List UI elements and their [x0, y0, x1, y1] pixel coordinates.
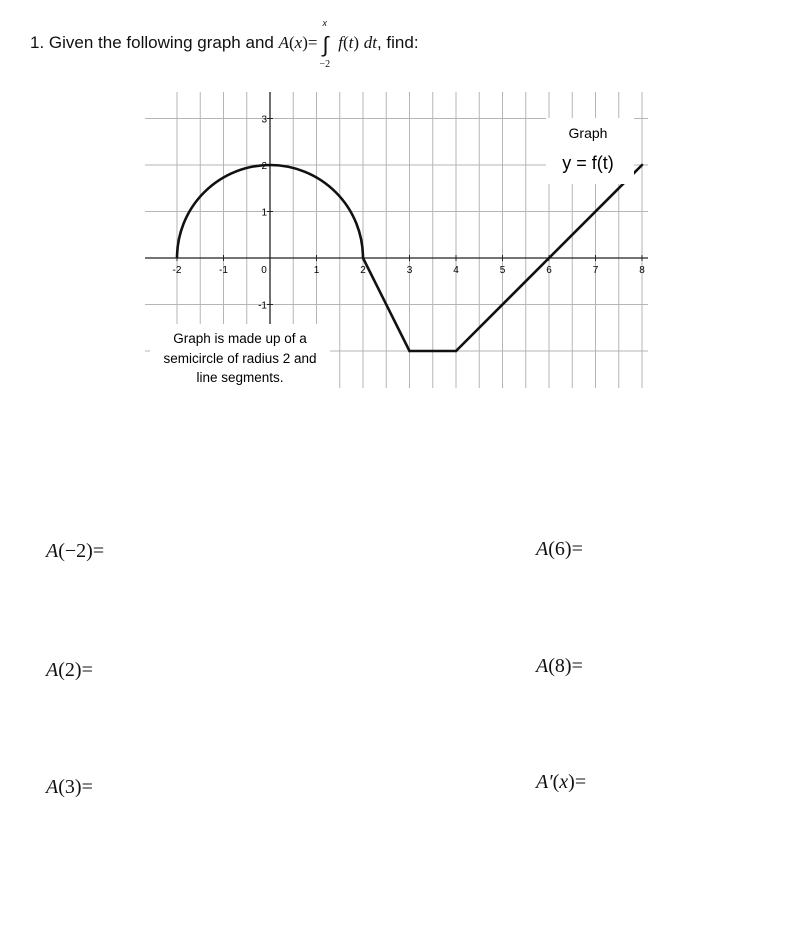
- x-tick-label: 5: [499, 265, 506, 276]
- prompt-a-3: A(3)=: [46, 776, 93, 798]
- annotation-line-2: semicircle of radius 2 and: [163, 351, 317, 366]
- x-tick-label: -1: [219, 265, 228, 276]
- question-prefix: Given the following graph and: [48, 33, 274, 52]
- annotation-line-1: Graph is made up of a: [173, 331, 307, 346]
- equals-sign: =: [307, 33, 318, 52]
- x-tick-label: 6: [546, 265, 552, 276]
- y-tick-label: 1: [261, 207, 267, 219]
- function-a: A: [278, 33, 289, 52]
- x-tick-label: 1: [313, 265, 320, 276]
- question-suffix: , find:: [376, 33, 419, 52]
- y-tick-label: 2: [261, 161, 267, 172]
- prompt-a-prime: A′(x)=: [536, 771, 587, 793]
- y-tick-label: 3: [261, 114, 267, 126]
- var-x: x: [294, 33, 303, 52]
- x-tick-label: 0: [261, 265, 267, 276]
- graph-title: Graph: [568, 125, 608, 141]
- prompt-a-6: A(6)=: [536, 538, 583, 560]
- x-tick-label: 2: [360, 265, 366, 276]
- question-number: 1.: [30, 33, 45, 52]
- x-tick-label: 3: [406, 265, 413, 276]
- integral-lower-limit: −2: [319, 59, 331, 70]
- dt: dt: [363, 33, 377, 52]
- integral-sign: ∫ x −2: [319, 18, 331, 70]
- prompt-a-8: A(8)=: [536, 655, 583, 677]
- y-tick-label: -1: [258, 300, 267, 312]
- x-tick-label: 7: [592, 265, 599, 276]
- x-tick-label: -2: [172, 265, 182, 276]
- integral-upper-limit: x: [322, 18, 327, 28]
- integrand-f: f: [338, 33, 343, 52]
- question-text: 1. Given the following graph and A(x)= ∫ x −2 f(t) dt, find:: [30, 18, 419, 70]
- x-tick-label: 8: [639, 265, 645, 276]
- prompt-a-neg2: A(−2)=: [46, 540, 105, 562]
- prompt-a-2: A(2)=: [46, 659, 93, 681]
- var-t: t: [348, 33, 354, 52]
- x-tick-label: 4: [453, 265, 459, 276]
- graph-series-label: y = f(t): [562, 153, 614, 173]
- annotation-line-3: line segments.: [196, 370, 284, 385]
